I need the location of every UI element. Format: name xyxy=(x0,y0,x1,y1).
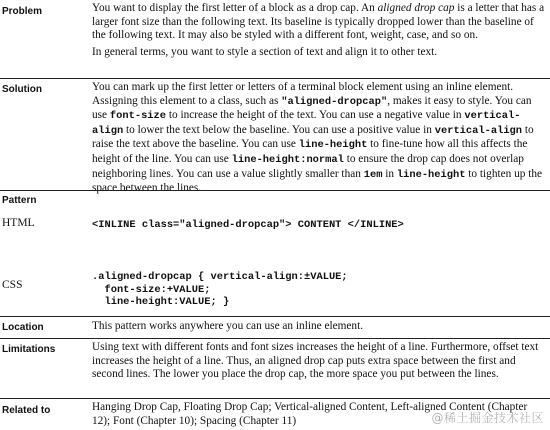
solution-label: Solution xyxy=(2,84,42,95)
html-label: HTML xyxy=(2,217,35,229)
related-content: Hanging Drop Cap, Floating Drop Cap; Vertical-aligned Content, Left-aligned Content (Chapter 12); Font (Chapter 10); Spacing (Chapter 11) xyxy=(92,401,528,427)
problem-label: Problem xyxy=(2,6,43,17)
solution-row xyxy=(0,78,550,195)
css-code: .aligned-dropcap { vertical-align:±VALUE; font-size:+VALUE; line-height:VALUE; } xyxy=(92,271,348,309)
code-font-size: font-size xyxy=(109,110,167,123)
location-label: Location xyxy=(2,322,44,333)
code-line-height-normal: line-height:normal xyxy=(231,153,344,166)
watermark: @稀土掘金技术社区 xyxy=(431,411,544,425)
code-1em: 1em xyxy=(363,168,383,181)
solution-content xyxy=(92,81,546,196)
problem-row xyxy=(0,2,550,74)
css-label: CSS xyxy=(2,279,23,291)
related-label: Related to xyxy=(2,405,51,416)
problem-content xyxy=(92,2,546,59)
code-aligned-dropcap-class: "aligned-dropcap" xyxy=(281,95,388,108)
problem-paragraph-2: In general terms, you want to style a section of text and align it to other text. xyxy=(92,45,438,58)
limitations-label: Limitations xyxy=(2,344,56,355)
solution-paragraph: You can mark up the first letter or letters of a terminal block element using an inline element. Assigning this element to a class, such as "aligned-dropcap", makes it easy to style. You can use font-size to increase the height of the text. You can use a negative value in vertical-align to lower the text below the baseline. You can use a positive value in vertical-align to raise the text above the baseline. You can use line-height to fine-tune how all this affects the height of the line. You can use line-height:normal to ensure the drop cap does not overlap neighboring lines. You can use a value slightly smaller than 1em in line-height to tighten up the space between the lines. xyxy=(92,81,543,195)
code-vertical-align-1: vertical-align xyxy=(92,110,521,137)
html-code: <INLINE class="aligned-dropcap"> CONTENT </INLINE> xyxy=(92,219,404,231)
aligned-drop-cap-term: aligned drop cap xyxy=(377,2,455,14)
problem-paragraph-1: You want to display the first letter of a block as a drop cap. An aligned drop cap is a letter that has a larger font size than the following text. Its baseline is typically dropped lower than the baseline of the following text. It may also be styled with a different font, weight, case, and so on. xyxy=(92,2,545,42)
limitations-row xyxy=(0,338,550,396)
code-line-height-2: line-height xyxy=(396,168,466,181)
location-row xyxy=(0,316,550,335)
pattern-row xyxy=(0,190,550,314)
limitations-content: Using text with different fonts and font sizes increases the height of a line. Furthermore, offset text increases the height of a line. Thus, an aligned drop cap puts extra space between the first and second lines. The lower you place the drop cap, the more space you put between the lines. xyxy=(92,341,539,381)
code-vertical-align-2: vertical-align xyxy=(434,124,523,137)
pattern-label: Pattern xyxy=(2,195,37,206)
location-content: This pattern works anywhere you can use an inline element. xyxy=(92,320,364,332)
code-line-height-1: line-height xyxy=(298,139,368,152)
